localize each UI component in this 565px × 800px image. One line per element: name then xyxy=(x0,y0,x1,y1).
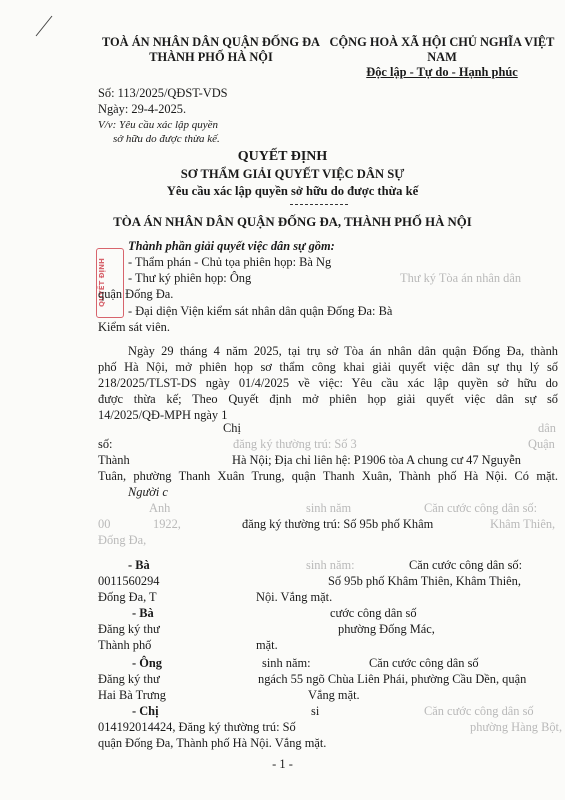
person-2-b: sinh năm: xyxy=(306,558,355,572)
clerk-line-2: quận Đống Đa. xyxy=(98,287,174,301)
subject-line-2: sở hữu do được thừa kế. xyxy=(113,133,220,145)
procurator-line: - Đại diện Viện kiểm sát nhân dân quận Đống Đa: Bà xyxy=(128,304,393,318)
subject-line-1: V/v: Yêu cầu xác lập quyền xyxy=(98,119,219,131)
person-2-g: Nội. Vắng mặt. xyxy=(256,590,333,604)
person-4-a: - Ông xyxy=(132,656,162,670)
body-line-3: 218/2025/TLST-DS ngày 01/4/2025 về việc: Yêu cầu xác lập quyền sở hữu do xyxy=(98,376,558,390)
decision-number: Số: 113/2025/QĐST-VDS xyxy=(98,86,228,100)
person-4-e: ngách 55 ngõ Chùa Liên Phái, phường Cầu Dền, quận xyxy=(258,672,527,686)
person-3-c: Đăng ký thư xyxy=(98,622,160,636)
person-2-d: 0011560294 xyxy=(98,574,160,588)
person-5-a: - Chị xyxy=(132,704,159,718)
body-line-5: 14/2025/QĐ-MPH ngày 1 xyxy=(98,408,228,422)
body-line-4: được thừa kế; Theo Quyết định mở phiên họp giải quyết việc dân sự số xyxy=(98,392,558,406)
person-4-b: sinh năm: xyxy=(262,656,311,670)
body-line-2: phố Hà Nội, mở phiên họp sơ thẩm công khai giải quyết việc dân sự thụ lý số xyxy=(98,360,558,374)
person-1-e: 1922, xyxy=(153,517,181,531)
person-4-d: Đăng ký thư xyxy=(98,672,160,686)
person-2-a: - Bà xyxy=(128,558,150,572)
scan-mark xyxy=(30,0,70,40)
person-2-e: Số 95b phố Khâm Thiên, Khâm Thiên, xyxy=(328,574,521,588)
title-separator xyxy=(290,204,348,205)
decision-date: Ngày: 29-4-2025. xyxy=(98,102,187,116)
person-5-c: Căn cước công dân số xyxy=(424,704,534,718)
person-4-c: Căn cước công dân số xyxy=(369,656,479,670)
republic-header xyxy=(322,35,562,80)
clerk-line: - Thư ký phiên họp: Ông xyxy=(128,271,252,285)
requester-2: số: xyxy=(98,437,113,451)
court-heading: TÒA ÁN NHÂN DÂN QUẬN ĐỐNG ĐA, THÀNH PHỐ HÀ NỘI xyxy=(113,215,472,229)
court-line-1: TOÀ ÁN NHÂN DÂN QUẬN ĐỐNG ĐA xyxy=(102,35,320,49)
page-number: - 1 - xyxy=(272,757,293,771)
court-name xyxy=(86,35,336,65)
clerk-line-end: Thư ký Tòa án nhân dân xyxy=(400,271,522,285)
motto: Độc lập - Tự do - Hạnh phúc xyxy=(366,65,518,79)
person-2-c: Căn cước công dân số: xyxy=(409,558,523,572)
requester-2-mid: đăng ký thường trú: Số 3 xyxy=(233,437,357,451)
title-main: QUYẾT ĐỊNH xyxy=(237,149,328,164)
person-3-f: mặt. xyxy=(256,638,278,652)
person-1-d: 00 xyxy=(98,517,111,531)
related-heading: Người c xyxy=(128,485,168,499)
person-5-d: 014192014424, Đăng ký thường trú: Số xyxy=(98,720,296,734)
person-1-h: Đống Đa, xyxy=(98,533,147,547)
requester-1-end: dân xyxy=(538,421,556,435)
requester-3: Hà Nội; Địa chỉ liên hệ: P1906 tòa A chung cư 47 Nguyễn xyxy=(232,453,521,467)
person-3-e: Thành phố xyxy=(98,638,152,652)
person-1-g: Khâm Thiên, xyxy=(490,517,556,531)
person-5-e: phường Hàng Bột, xyxy=(470,720,563,734)
judge-line: - Thẩm phán - Chủ tọa phiên họp: Bà Ng xyxy=(128,255,332,269)
person-3-d: phường Đống Mác, xyxy=(338,622,435,636)
requester-1: Chị xyxy=(223,421,241,435)
person-4-g: Vắng mặt. xyxy=(308,688,360,702)
title-sub: SƠ THẨM GIẢI QUYẾT VIỆC DÂN SỰ xyxy=(180,167,405,181)
procurator-line-2: Kiểm sát viên. xyxy=(98,320,170,334)
person-3-b: cước công dân số xyxy=(330,606,417,620)
title-topic: Yêu cầu xác lập quyền sở hữu do được thừa kế xyxy=(166,184,419,198)
person-5-f: quận Đống Đa, Thành phố Hà Nội. Vắng mặt. xyxy=(98,736,327,750)
person-1-a: Anh xyxy=(149,501,171,515)
person-3-a: - Bà xyxy=(132,606,154,620)
body-line-1: Ngày 29 tháng 4 năm 2025, tại trụ sở Tòa án nhân dân quận Đống Đa, thành xyxy=(128,344,558,358)
person-2-f: Đống Đa, T xyxy=(98,590,157,604)
republic-name: CỘNG HOÀ XÃ HỘI CHỦ NGHĨA VIỆT NAM xyxy=(329,35,555,64)
person-4-f: Hai Bà Trưng xyxy=(98,688,166,702)
person-1-f: đăng ký thường trú: Số 95b phố Khâm xyxy=(242,517,434,531)
person-1-b: sinh năm xyxy=(306,501,352,515)
composition-heading: Thành phần giải quyết việc dân sự gồm: xyxy=(128,239,335,253)
requester-4: Tuân, phường Thanh Xuân Trung, quận Thanh Xuân, Thành phố Hà Nội. Có mặt. xyxy=(98,469,558,483)
person-5-b: si xyxy=(311,704,320,718)
person-1-c: Căn cước công dân số: xyxy=(424,501,538,515)
court-line-2: THÀNH PHỐ HÀ NỘI xyxy=(149,50,273,64)
stamp: QUYẾT ĐỊNH xyxy=(96,248,124,318)
requester-3-start: Thành xyxy=(98,453,130,467)
requester-2-end: Quận xyxy=(528,437,555,451)
